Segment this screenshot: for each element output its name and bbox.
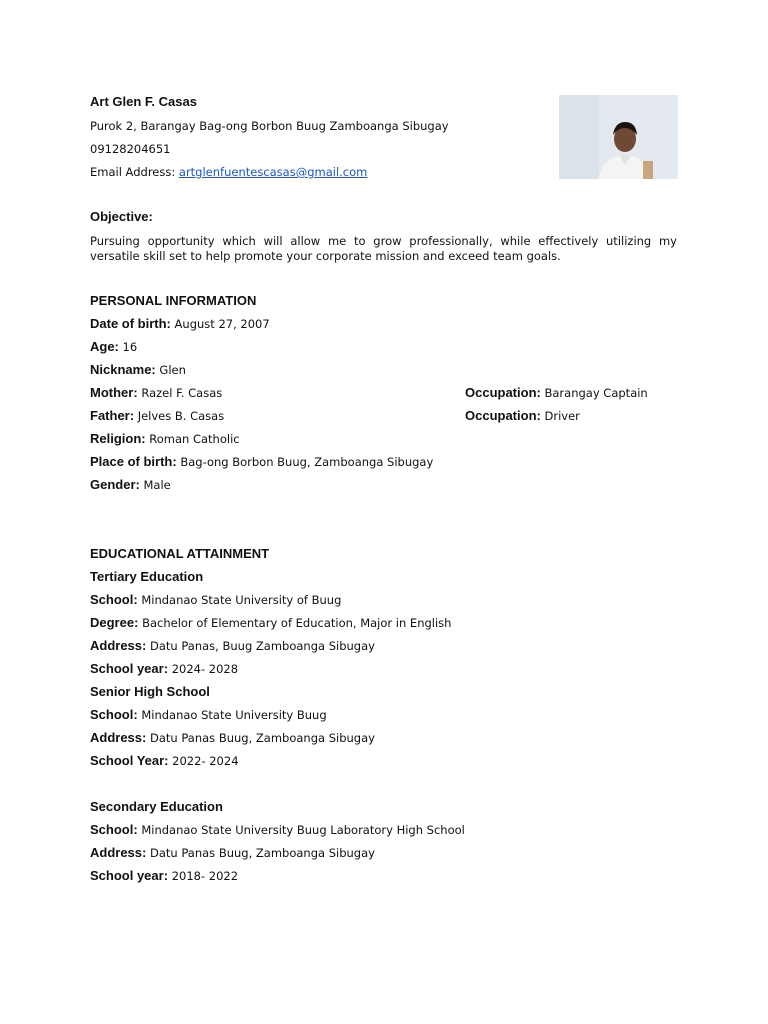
profile-photo-image: [559, 95, 678, 179]
secondary-address-label: Address:: [90, 845, 147, 860]
objective-heading: Objective:: [90, 209, 153, 224]
mother-label: Mother:: [90, 385, 138, 400]
senior-high-school-row: [90, 707, 327, 723]
profile-photo: [559, 95, 678, 179]
dob-value: August 27, 2007: [174, 317, 270, 331]
senior-high-address-label: Address:: [90, 730, 147, 745]
nickname-row: [90, 362, 186, 378]
senior-high-school-value: Mindanao State University Buug: [141, 708, 327, 722]
nickname-label: Nickname:: [90, 362, 156, 377]
objective-text: Pursuing opportunity which will allow me to grow professionally, while effectively utilizing my versatile skill set to help promote your corporate mission and exceed team goals.: [90, 234, 677, 263]
religion-label: Religion:: [90, 431, 146, 446]
religion-row: [90, 431, 240, 447]
father-label: Father:: [90, 408, 135, 423]
pob-row: [90, 454, 433, 470]
father-row: [90, 408, 224, 424]
mother-occupation-row: [465, 385, 648, 401]
full-name: Art Glen F. Casas: [90, 94, 197, 109]
senior-high-year-label: School Year:: [90, 753, 169, 768]
tertiary-heading: Tertiary Education: [90, 569, 204, 584]
mother-row: [90, 385, 222, 401]
tertiary-degree-label: Degree:: [90, 615, 139, 630]
mother-occupation-value: Barangay Captain: [544, 386, 648, 400]
tertiary-school-row: [90, 592, 341, 608]
pob-label: Place of birth:: [90, 454, 177, 469]
phone-number: 09128204651: [90, 142, 171, 156]
father-occupation-label: Occupation:: [465, 408, 541, 423]
secondary-year-value: 2018- 2022: [171, 869, 239, 883]
senior-high-address-value: Datu Panas Buug, Zamboanga Sibugay: [150, 731, 375, 745]
tertiary-degree-row: [90, 615, 451, 631]
religion-value: Roman Catholic: [149, 432, 240, 446]
senior-high-year-value: 2022- 2024: [172, 754, 239, 768]
tertiary-year-value: 2024- 2028: [171, 662, 239, 676]
age-label: Age:: [90, 339, 119, 354]
dob-row: [90, 316, 270, 332]
secondary-address-value: Datu Panas Buug, Zamboanga Sibugay: [150, 846, 375, 860]
tertiary-address-label: Address:: [90, 638, 147, 653]
dob-label: Date of birth:: [90, 316, 171, 331]
father-occupation-row: [465, 408, 580, 424]
secondary-address-row: [90, 845, 375, 861]
tertiary-address-value: Datu Panas, Buug Zamboanga Sibugay: [150, 639, 375, 653]
home-address: Purok 2, Barangay Bag-ong Borbon Buug Zamboanga Sibugay: [90, 119, 449, 133]
father-occupation-value: Driver: [544, 409, 580, 423]
email-link[interactable]: artglenfuentescasas@gmail.com: [178, 165, 368, 179]
secondary-school-row: [90, 822, 465, 838]
mother-occupation-label: Occupation:: [465, 385, 541, 400]
age-row: [90, 339, 137, 355]
email-line: [90, 164, 367, 180]
education-heading: EDUCATIONAL ATTAINMENT: [90, 546, 270, 561]
age-value: 16: [122, 340, 138, 354]
senior-high-year-row: [90, 753, 239, 769]
gender-row: [90, 477, 171, 493]
secondary-year-label: School year:: [90, 868, 169, 883]
mother-value: Razel F. Casas: [141, 386, 223, 400]
tertiary-year-label: School year:: [90, 661, 169, 676]
nickname-value: Glen: [159, 363, 186, 377]
tertiary-school-value: Mindanao State University of Buug: [141, 593, 342, 607]
gender-label: Gender:: [90, 477, 140, 492]
tertiary-degree-value: Bachelor of Elementary of Education, Major in English: [142, 616, 452, 630]
tertiary-year-row: [90, 661, 238, 677]
secondary-school-value: Mindanao State University Buug Laboratory High School: [141, 823, 465, 837]
pob-value: Bag-ong Borbon Buug, Zamboanga Sibugay: [180, 455, 434, 469]
senior-high-address-row: [90, 730, 375, 746]
tertiary-address-row: [90, 638, 375, 654]
senior-high-school-label: School:: [90, 707, 138, 722]
secondary-year-row: [90, 868, 238, 884]
father-value: Jelves B. Casas: [137, 409, 225, 423]
personal-info-heading: PERSONAL INFORMATION: [90, 293, 257, 308]
email-label: Email Address:: [90, 165, 176, 179]
tertiary-school-label: School:: [90, 592, 138, 607]
senior-high-heading: Senior High School: [90, 684, 210, 699]
secondary-heading: Secondary Education: [90, 799, 223, 814]
secondary-school-label: School:: [90, 822, 138, 837]
gender-value: Male: [143, 478, 171, 492]
